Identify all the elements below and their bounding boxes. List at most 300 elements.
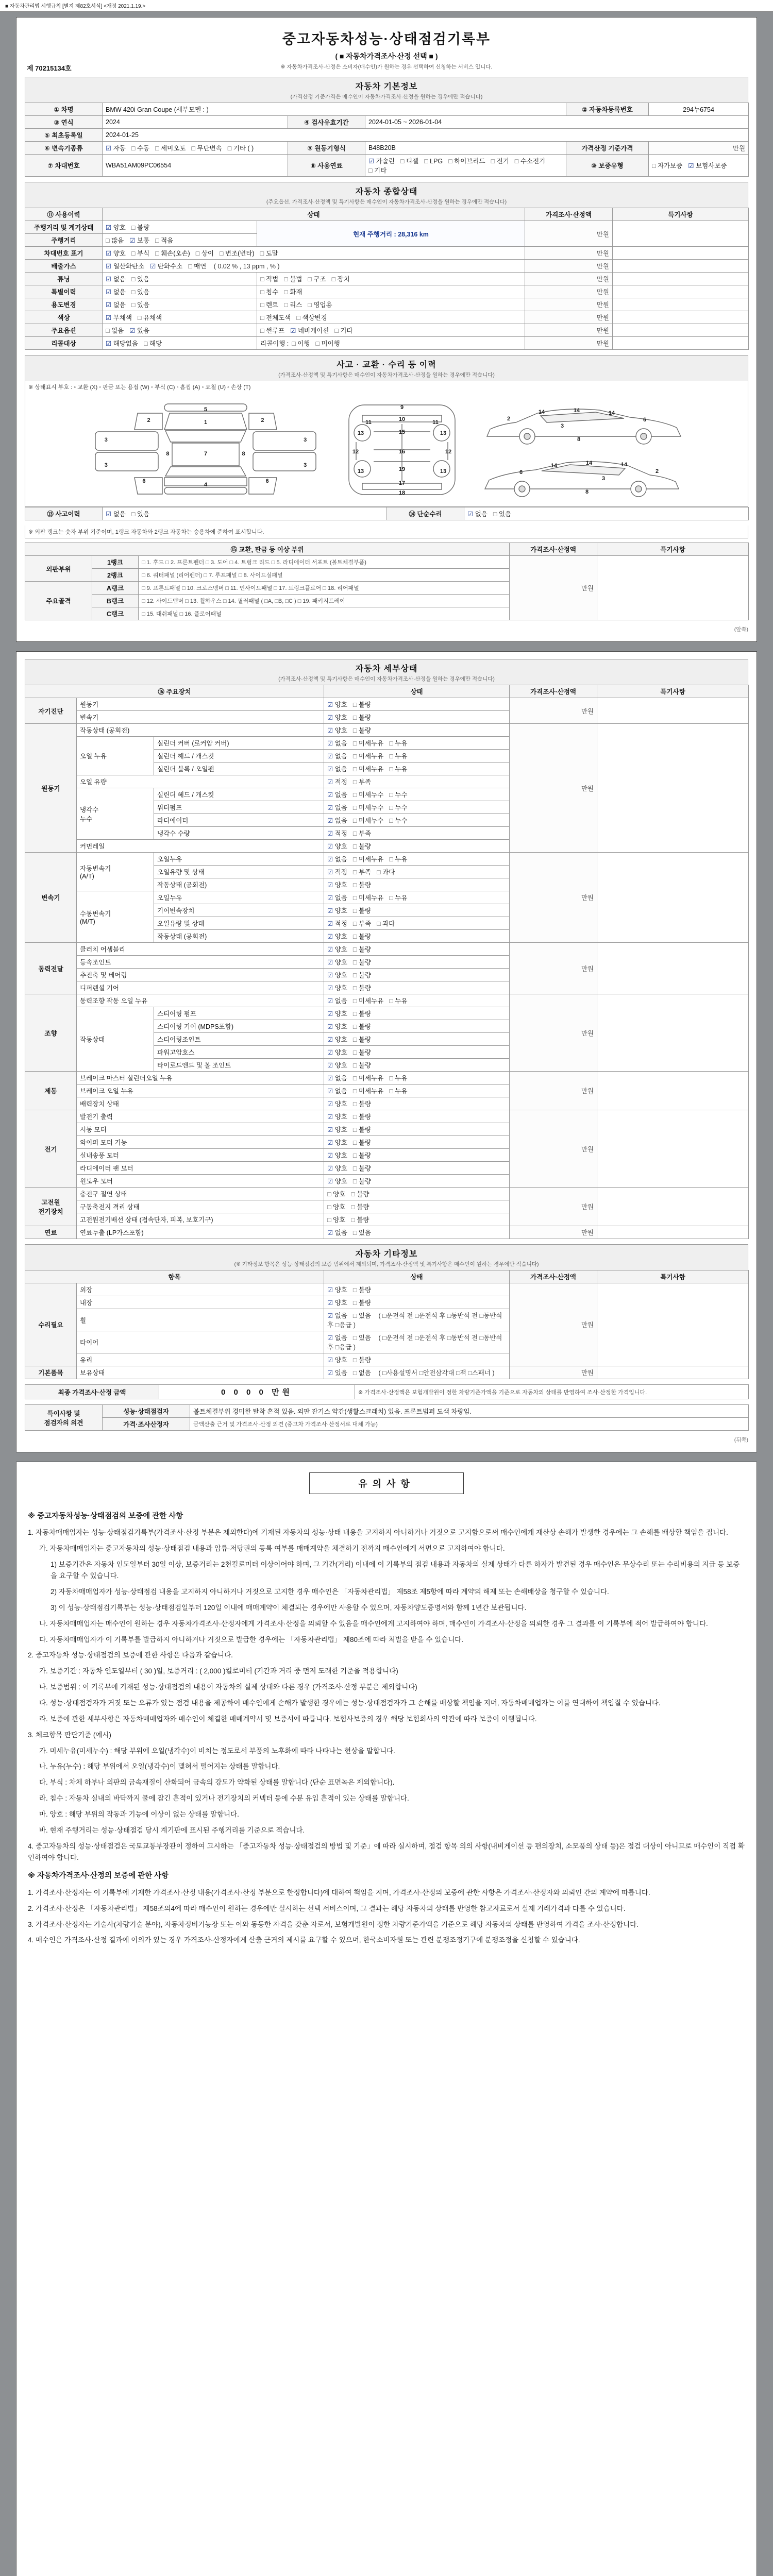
checkbox-option: ☑ 양호 [327,1165,347,1172]
part-number: 8 [242,450,245,457]
checkbox-option: ☑ 양호 [327,1178,347,1185]
checkbox-option: □ 양호 [327,1216,346,1224]
part-number: 6 [519,469,523,476]
detail-status [25,685,748,1239]
cell [103,234,257,247]
final-price-table [25,1384,749,1399]
table-row [25,273,749,285]
cell: 충전구 절연 상태 [77,1188,324,1200]
cell [324,1123,510,1136]
notice-line: ※ 자동차가격조사·산정의 보증에 관한 사항 [28,1872,169,1880]
checkbox-option: □ 미이행 [315,340,340,347]
notice-line: 1. 가격조사·산정자는 이 기록부에 기재한 가격조사·산정 내용(가격조사·산정 부분으로 한정합니다)에 대하여 책임을 지며, 가격조사·산정의 보증에 관한 사항은 가격조사·산정자와 의뢰인 간의 계약에 따릅니다. [28,1888,650,1896]
cell: 0 0 0 0 만원 [159,1385,355,1399]
cell: 만원 [510,698,597,724]
checkbox-option: ☑ 양호 [327,1100,347,1108]
cell [324,750,510,762]
rank-legend: ※ 외판 랭크는 숫자 부위 기준이며, 1랭크 자동차와 2랭크 자동차는 승용차에 준하여 표시합니다. [25,526,748,538]
cell: 스티어링조인트 [154,1033,324,1046]
overall-title: 자동차 종합상태 [355,188,418,196]
basic-info-band [25,77,748,103]
form-reference: ■ 자동차관리법 시행규칙 [별지 제82호서식] <개정 2021.1.19.> [0,0,773,12]
checkbox-option: ☑ 양호 [327,882,347,889]
cell [597,853,749,943]
part-number: 2 [507,416,511,422]
cell [103,507,387,520]
cell: □ 9. 프론트패널 □ 10. 크로스멤버 □ 11. 인사이드패널 □ 17. 트렁크플로어 □ 18. 리어패널 [139,582,510,595]
checkbox-option: ☑ 있음 [129,327,150,334]
checkbox-option: □ 누수 [389,804,408,811]
detail-title: 자동차 세부상태 [355,665,418,673]
notice-line: 바. 현재 주행거리는 성능·상태점검 당시 계기판에 표시된 주행거리를 기준으로 적습니다. [39,1826,305,1834]
checkbox-option: □ 불량 [352,701,372,708]
checkbox-option: ☑ 해당없음 [106,340,138,347]
checkbox-option: □ 있음 [352,1312,372,1319]
cell [257,285,525,298]
notice-line: 나. 보증범위 : 이 기록부에 기재된 성능·상태점검의 내용이 자동차의 실제 상태와 다른 경우 (가격조사·산정 부분은 제외합니다) [39,1683,417,1691]
header-cell: 전기 [25,1110,77,1188]
checkbox-option: □ 썬루프 [260,327,285,334]
checkbox-option: □ 불량 [352,1113,372,1121]
table-row [25,260,749,273]
part-number: 6 [643,416,647,423]
cell [597,1226,749,1239]
checkbox-option: □ 전기 [491,158,509,165]
basic-info-table [25,103,749,177]
cell [103,273,257,285]
checkbox-option: □ 있음 [493,511,512,518]
cell: 냉각수 수량 [154,827,324,840]
cell [324,737,510,750]
basic-info [25,103,748,177]
table-row [25,1405,749,1418]
header-cell: 연료 [25,1226,77,1239]
checkbox-option: ☑ 양호 [327,985,347,992]
overall-note: (주요옵션, 가격조사·산정액 및 특기사항은 매수인이 자동차가격조사·산정을 원하는 경우에만 적습니다) [266,199,507,205]
checkbox-option: □ 기타 [368,167,387,174]
cell: 발전기 출력 [77,1110,324,1123]
cell: 만원 [525,285,613,298]
notice-title: 유의사항 [309,1472,464,1494]
part-number: 14 [585,460,593,466]
cell: 2024-01-05 ~ 2026-01-04 [365,116,749,129]
cell: 실린더 헤드 / 개스킷 [154,750,324,762]
cell [324,801,510,814]
checkbox-option: □ 미세누수 [352,804,384,811]
cell [324,1200,510,1213]
checkbox-option: □ 미세누유 [352,894,384,902]
cell: 실린더 커버 (로커암 커버) [154,737,324,750]
checkbox-option: □ 부족 [352,869,372,876]
cell [103,324,257,337]
cell [324,853,510,866]
checkbox-option: □ 많음 [106,237,124,244]
cell: 커먼레일 [77,840,324,853]
checkbox-option: ☑ 양호 [327,933,347,940]
checkbox-option: □ 불량 [352,1100,372,1108]
table-row [25,1385,749,1399]
checkbox-option: □ 불량 [352,843,372,850]
part-number: 5 [204,406,208,413]
header-cell: 가격조사·산정액 [525,208,613,221]
checkbox-option: □ 도말 [260,250,278,257]
header-cell: ② 자동차등록번호 [566,103,649,116]
checkbox-option: □ 있음 [352,1334,372,1342]
cell [103,285,257,298]
header-cell: ⑪ 사용이력 [25,208,103,221]
checkbox-option: □ 누수 [389,791,408,799]
part-number: 12 [352,448,359,455]
cell: 만원 [525,247,613,260]
checkbox-option: □ 전체도색 [260,314,291,321]
cell [613,324,749,337]
checkbox-option: ☑ 양호 [327,1286,347,1294]
accident-title: 사고 · 교환 · 수리 등 이력 [337,361,436,369]
checkbox-option: ☑ 보통 [129,237,150,244]
checkbox-option: □ 수소전기 [514,158,546,165]
notice-line: 3) 이 성능·상태점검기록부는 성능·상태점검일부터 120일 이내에 매매계약이 체결되는 경우에만 사용할 수 있으며, 자동차양도증명서와 함께 1년간 보관됩니다. [51,1603,527,1612]
part-number: 13 [440,430,447,436]
checkbox-option: □ 훼손(오손) [155,250,190,257]
part-number: 2 [261,417,264,423]
cell [464,507,749,520]
notice-line: 1) 보증기간은 자동차 인도일부터 30일 이상, 보증거리는 2천킬로미터 이상이어야 하며, 그 기간(거리) 이내에 이 기록부의 점검 내용과 자동차의 실제 상태가 다른 하자가 발견된 경우 매수인은 무상수리 또는 수리비용의 지급 등 보증을 요구할 수 있습니다. [51,1561,740,1580]
part-number: 13 [357,468,364,474]
checkbox-option: ☑ 양호 [106,250,126,257]
table-row [25,116,749,129]
header-cell: 상태 [324,685,510,698]
checkbox-option: □ 수동 [131,145,150,152]
checkbox-option: ☑ 없음 [327,753,347,760]
part-number: 6 [265,478,269,484]
cell [597,1283,749,1366]
checkbox-option: □ 누유 [389,856,408,863]
header-cell: ⑩ 보증유형 [566,155,649,177]
cell [597,943,749,994]
cell [613,298,749,311]
header-cell: 용도변경 [25,298,103,311]
checkbox-option: ☑ 양호 [327,1010,347,1018]
cell: 고전원전기배선 상태 (접속단자, 피복, 보호기구) [77,1213,324,1226]
checkbox-option: ☑ 양호 [327,1126,347,1133]
cell: 작동상태 (공회전) [154,930,324,943]
cell [324,775,510,788]
part-number: 8 [166,450,170,457]
header-cell: 가격조사·산정액 [510,685,597,698]
checkbox-option: □ 디젤 [400,158,419,165]
notice-line: 가. 보증기간 : 자동차 인도일부터 ( 30 )일, 보증거리 : ( 2,000 )킬로미터 (기간과 거리 중 먼저 도래한 기준을 적용합니다) [39,1667,398,1675]
cell: 오일 누유 [77,737,154,775]
etc-note: (※ 기타정보 항목은 성능·상태점검의 보증 범위에서 제외되며, 가격조사·산정액 및 특기사항은 매수인이 원하는 경우에만 적습니다) [234,1261,539,1267]
diagram-side-right [480,453,686,499]
cell: 만원 [510,724,597,853]
cell: 만원 [525,260,613,273]
cell [324,891,510,904]
table-row [25,103,749,116]
cell: 오일유량 및 상태 [154,866,324,878]
checkbox-option: □ 불량 [352,1126,372,1133]
cell [324,1072,510,1084]
notice-line: 가. 자동차매매업자는 중고자동차의 성능·상태점검 내용과 압류·저당권의 등록 여부를 매매계약을 체결하기 전까지 매수인에게 서면으로 고지하여야 합니다. [39,1545,505,1553]
header-cell: 특기사항 [597,543,749,556]
notice-line: 나. 누유(누수) : 해당 부위에서 오일(냉각수)이 맺혀서 떨어지는 상태를 말합니다. [39,1762,280,1771]
cell [324,711,510,724]
cell: 오일유량 및 상태 [154,917,324,930]
card-front [16,17,757,642]
cell [597,556,749,620]
checkbox-option: □ 미세누유 [352,1088,384,1095]
header-cell: ⑮ 교환, 판금 등 이상 부위 [25,543,510,556]
checkbox-option: □ 매연 [188,263,207,270]
checkbox-option: □ 유채색 [137,314,162,321]
checkbox-option: □ 하이브리드 [448,158,485,165]
checkbox-option: □ 자가보증 [652,162,683,170]
cell: 외장 [77,1283,324,1296]
table-row [25,1072,749,1084]
notice-line: 2) 자동차매매업자가 성능·상태점검 내용을 고지하지 아니하거나 거짓으로 고지한 경우 매수인은 「자동차관리법」 제58조 제5항에 따라 계약의 해제 또는 손해배상을 청구할 수 있습니다. [51,1587,609,1596]
cell: 만원 [525,337,613,350]
cell: 만원 [510,556,597,620]
part-number: 3 [601,475,606,482]
table-row [25,943,749,956]
cell: 추진축 및 베어링 [77,969,324,981]
checkbox-option: ☑ 없음 [106,276,126,283]
header-cell: 변속기 [25,853,77,943]
checkbox-option: □ 불량 [352,727,372,734]
part-number: 14 [608,410,615,417]
checkbox-option: □ 불량 [352,959,372,966]
page-mark-front: (앞쪽) [734,626,748,633]
header-cell: C랭크 [92,607,139,620]
cell [324,1020,510,1033]
checkbox-option: □ 불량 [352,1299,372,1307]
table-row [25,285,749,298]
cell [324,698,510,711]
cell [597,1072,749,1110]
cell [324,1188,510,1200]
header-cell: 1랭크 [92,556,139,569]
cell [103,298,257,311]
checkbox-option: □ 렌트 [260,301,279,309]
part-number: 19 [398,466,406,472]
cell: 만원 [525,311,613,324]
detail-status-table [25,685,749,1239]
header-cell: 성능·상태점검자 [103,1405,190,1418]
cell: 만원 [510,1226,597,1239]
state-code-legend: ※ 상태표시 부호 : ◦ 교환 (X) ◦ 판금 또는 용접 (W) ◦ 부식 (C) ◦ 흠집 (A) ◦ 요철 (U) ◦ 손상 (T) [25,381,748,393]
checkbox-option: □ 누유 [389,1075,408,1082]
checkbox-option: □ 미세누유 [352,766,384,773]
notice-line: 3. 가격조사·산정자는 기술사(차량기술 분야), 자동차정비기능장 또는 이와 동등한 자격을 갖춘 자로서, 보험개발원이 정한 차량기준가액을 기준으로 해당 자동차의 상태를 반영하여 가격을 조사·산정합니다. [28,1920,638,1928]
checkbox-option: □ 불량 [352,1152,372,1159]
checkbox-option: ☑ 없음 [106,511,126,518]
header-cell: 주요옵션 [25,324,103,337]
title-price-select-note: ※ 자동차가격조사·산정은 소비자(매수인)가 원하는 경우 선택하여 신청하는 서비스 입니다. [280,64,493,70]
part-number: 13 [357,430,364,436]
part-number: 4 [204,482,208,488]
accident-history [25,507,748,520]
part-number: 14 [550,463,558,469]
basic-info-note: (가격산정 기준가격은 매수인이 자동차가격조사·산정을 원하는 경우에만 적습니다) [290,94,483,100]
cell: 동력조향 작동 오일 누유 [77,994,324,1007]
part-number: 14 [538,409,545,416]
cell: 오일누유 [154,891,324,904]
cell: 2024 [103,116,288,129]
table-row [25,324,749,337]
cell: 실내송풍 모터 [77,1149,324,1162]
checkbox-option: ☑ 양호 [327,1036,347,1043]
header-cell: 배출가스 [25,260,103,273]
checkbox-option: □ 있음 [131,301,150,309]
table-row [25,247,749,260]
checkbox-option: □ 기타 [334,327,353,334]
part-number: 2 [147,417,150,423]
header-cell: A랭크 [92,582,139,595]
cell [649,155,749,177]
cell: ☑ 없음 □ 있음 ( □운전석 전 □운전석 후 □동반석 전 □동반석 후 □응급 ) [324,1309,510,1331]
cell [324,1226,510,1239]
header-cell: 고전원 전기장치 [25,1188,77,1226]
cell: 내장 [77,1296,324,1309]
cell: 와이퍼 모터 기능 [77,1136,324,1149]
diagram-side-views [480,400,686,499]
part-number: 17 [398,480,406,486]
checkbox-option: □ 누수 [389,817,408,824]
part-number: 3 [304,437,307,443]
cell [324,994,510,1007]
part-number: 2 [655,468,659,474]
accident-note: (가격조사·산정액 및 특기사항은 매수인이 자동차가격조사·산정을 원하는 경우에만 적습니다) [278,372,495,378]
cell [613,260,749,273]
header-cell: ⑯ 주요장치 [25,685,324,698]
header-cell: 특이사항 및 점검자의 의견 [25,1405,103,1431]
part-number: 12 [445,448,452,455]
cell: WBA51AM09PC06554 [103,155,288,177]
checkbox-option: □ 상이 [195,250,214,257]
checkbox-option: □ 영업용 [308,301,332,309]
notice-line: ※ 중고자동차성능·상태점검의 보증에 관한 사항 [28,1512,183,1520]
checkbox-option: □ 불량 [352,1357,372,1364]
checkbox-option: □ 없음 [352,1369,372,1377]
table-row [25,724,749,737]
checkbox-option: ☑ 양호 [327,1049,347,1056]
part-number: 11 [365,419,372,426]
part-number: 8 [577,436,581,443]
page-mark-back: (뒤쪽) [734,1437,748,1443]
checkbox-option: □ 불량 [352,985,372,992]
notice-line: 다. 자동차매매업자가 이 기록부를 발급하지 아니하거나 거짓으로 발급한 경우에는 「자동차관리법」 제80조에 따라 처벌을 받을 수 있습니다. [39,1635,464,1643]
checkbox-option: ☑ 양호 [327,843,347,850]
checkbox-option: □ 있음 [131,511,150,518]
cell [324,981,510,994]
page-title: 중고자동차성능·상태점검기록부 [282,31,491,47]
cell: 디퍼렌셜 기어 [77,981,324,994]
cell [324,1136,510,1149]
part-number: 18 [398,489,406,496]
checkbox-option: ☑ 있음 [327,1369,347,1377]
checkbox-option: ☑ 양호 [327,1023,347,1030]
header-cell: 상태 [103,208,525,221]
cell: 만원 [510,994,597,1072]
cell: 금액산출 근거 및 가격조사·산정 의견 (중고차 가격조사·산정서로 대체 가능) [190,1418,749,1431]
header-cell: 차대번호 표기 [25,247,103,260]
header-cell: 주요골격 [25,582,92,620]
cell: 타이어 [77,1331,324,1353]
checkbox-option: ☑ 양호 [327,1062,347,1069]
checkbox-option: □ 불량 [351,1204,369,1211]
cell: 유리 [77,1353,324,1366]
checkbox-option: □ 구조 [308,276,326,283]
checkbox-option: □ 침수 [260,289,279,296]
cell [613,247,749,260]
cell [324,1110,510,1123]
cell: 만원 [525,298,613,311]
notice-line: 다. 부식 : 차체 하부나 외판의 금속재질이 산화되어 금속의 강도가 약화된 상태를 말합니다 (단순 표면녹은 제외합니다). [39,1778,395,1787]
cell [257,311,525,324]
cell [103,142,288,155]
checkbox-option: □ 부족 [352,920,372,927]
cell [257,324,525,337]
header-cell: 항목 [25,1270,324,1283]
cell [613,273,749,285]
cell: 현재 주행거리 : 28,316 km [257,221,525,247]
checkbox-option: □ 부식 [131,250,150,257]
header-cell: ⑨ 원동기형식 [288,142,365,155]
checkbox-option: □ 누유 [389,997,408,1005]
card-detail [16,651,757,1452]
document-number: 제 70215134호 [27,64,72,72]
cell [103,337,257,350]
table-row [25,298,749,311]
document-page [0,12,773,2576]
cell [324,1033,510,1046]
card-notice [16,1462,757,2576]
checkbox-option: □ 누유 [389,753,408,760]
checkbox-option: □ 과다 [377,869,395,876]
checkbox-option: □ 색상변경 [296,314,327,321]
accident-band [25,355,748,381]
checkbox-option: ☑ 없음 [327,1088,347,1095]
checkbox-option: ☑ 양호 [327,714,347,721]
checkbox-option: □ 누유 [389,740,408,747]
cell: ☑ 없음 □ 있음 ( □운전석 전 □운전석 후 □동반석 전 □동반석 후 □응급 ) [324,1331,510,1353]
cell: □ 12. 사이드멤버 □ 13. 휠하우스 □ 14. 필러패널 ( □A, □B, □C ) □ 19. 패키지트레이 [139,595,510,607]
inspector-opinion-table [25,1404,749,1431]
part-number: 14 [620,462,628,468]
checkbox-option: □ 있음 [352,1229,372,1236]
part-number: 16 [398,448,406,455]
checkbox-option: □ 양호 [327,1191,346,1198]
checkbox-option: □ 불법 [284,276,303,283]
checkbox-option: □ 불량 [352,1178,372,1185]
header-cell: 상태 [324,1270,510,1283]
cell [103,247,525,260]
notice-line: 나. 자동차매매업자는 매수인이 원하는 경우 자동차가격조사·산정자에게 가격조사·산정을 의뢰할 수 있음을 매수인에게 고지하여야 하며, 매수인이 가격조사·산정을 의뢰한 경우 그 결과를 이 기록부에 적어 발급하여야 합니다. [39,1619,708,1628]
checkbox-option: ☑ 일산화탄소 [106,263,145,270]
header-cell: 수리필요 [25,1283,77,1366]
cell: 만원 [510,1110,597,1188]
checkbox-option: □ 미세누수 [352,791,384,799]
checkbox-option: □ 미세누유 [352,753,384,760]
checkbox-option: □ 불량 [352,882,372,889]
cell [324,878,510,891]
detail-note: (가격조사·산정액 및 특기사항은 매수인이 자동차가격조사·산정을 원하는 경우에만 적습니다) [278,676,495,682]
cell [597,1110,749,1188]
header-cell: ⑦ 차대번호 [25,155,103,177]
etc-band [25,1244,748,1270]
header-cell: ③ 연식 [25,116,103,129]
cell: 만원 [525,324,613,337]
